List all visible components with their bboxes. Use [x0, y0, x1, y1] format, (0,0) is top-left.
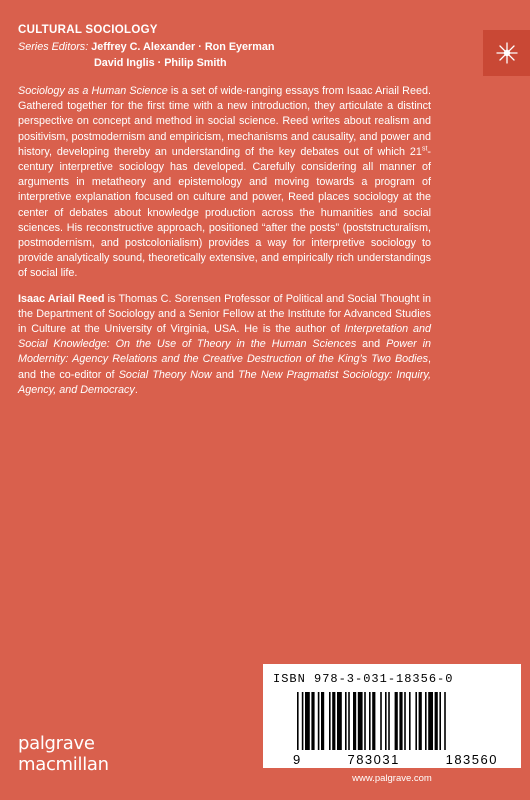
palgrave-logo — [483, 30, 530, 76]
book-description — [18, 84, 431, 282]
publisher-line1: palgrave — [18, 733, 95, 754]
book-title: Sociology as a Human Science — [18, 85, 168, 97]
book-title-2: Power in Modernity: Agency Relations and the Creative Destruction of the King’s Two Bodies — [18, 338, 431, 366]
barcode-digits — [293, 752, 498, 767]
book-title-1: Interpretation and Social Knowledge: On the Use of Theory in the Human Sciences — [18, 323, 432, 351]
bio-end: . — [134, 383, 138, 396]
bio-text-a: is Thomas C. Sorensen Professor of Political and Social Thought in the Department of Sociology and a Senior Fellow at the Institute for Advanced Studies in Culture at the University of Virginia, USA. He is the author of — [18, 292, 431, 336]
description-text-a: is a set of wide-ranging essays from Isaac Ariail Reed. Gathered together for the first time with a new introduction, they articulate a distinct perspective on concept and method in social science. Reed writes about realism and positivism, postmodernism and empiricism, mechanisms and causality, and power and history, developing thereby an understanding of the key debates out of which 21 — [18, 85, 431, 158]
series-block — [18, 24, 274, 71]
barcode-digit-first: 9 — [293, 752, 302, 767]
author-bio — [18, 292, 431, 398]
author-name: Isaac Ariail Reed — [18, 292, 105, 305]
palgrave-star-icon — [495, 41, 519, 65]
book-title-3: Social Theory Now — [118, 368, 212, 381]
bio-and-1: and — [356, 338, 387, 351]
isbn-text: ISBN 978-3-031-18356-0 — [273, 672, 454, 686]
book-title-4: The New Pragmatist Sociology: Inquiry, Agency, and Democracy — [18, 368, 431, 396]
publisher-logo — [18, 733, 109, 775]
ordinal-sup: st — [421, 145, 428, 153]
bio-text-b: , and the co-editor of — [18, 353, 431, 381]
series-editors — [18, 39, 274, 71]
barcode-box — [263, 664, 521, 788]
barcode-image — [293, 692, 498, 752]
series-editors-line2: David Inglis · Philip Smith — [94, 57, 227, 69]
description-text-b: -century interpretive sociology has developed. Carefully considering all manner of arguments in metatheory and epistemology and moving towards a program of interpretive explanation focused on culture and power, Reed places sociology at the center of debates about knowledge production across the humanities and social sciences. His reconstructive approach, positioned “after the posts” (poststructuralism, postmodernism, and postcolonialism) provides a way for interpretive sociology to provide analytically sound, theoretically extensive, and empirically rich understandings of social life. — [18, 145, 431, 280]
barcode-digits-right: 183560 — [445, 752, 498, 767]
barcode-digits-left: 783031 — [347, 752, 400, 767]
publisher-line2: macmillan — [18, 754, 109, 775]
bio-and-2: and — [211, 368, 239, 381]
back-cover-text — [18, 84, 431, 408]
publisher-url: www.palgrave.com — [263, 768, 521, 788]
series-title: CULTURAL SOCIOLOGY — [18, 24, 158, 36]
series-editors-line1: Jeffrey C. Alexander · Ron Eyerman — [91, 41, 275, 53]
series-editors-label: Series Editors: — [18, 41, 89, 53]
